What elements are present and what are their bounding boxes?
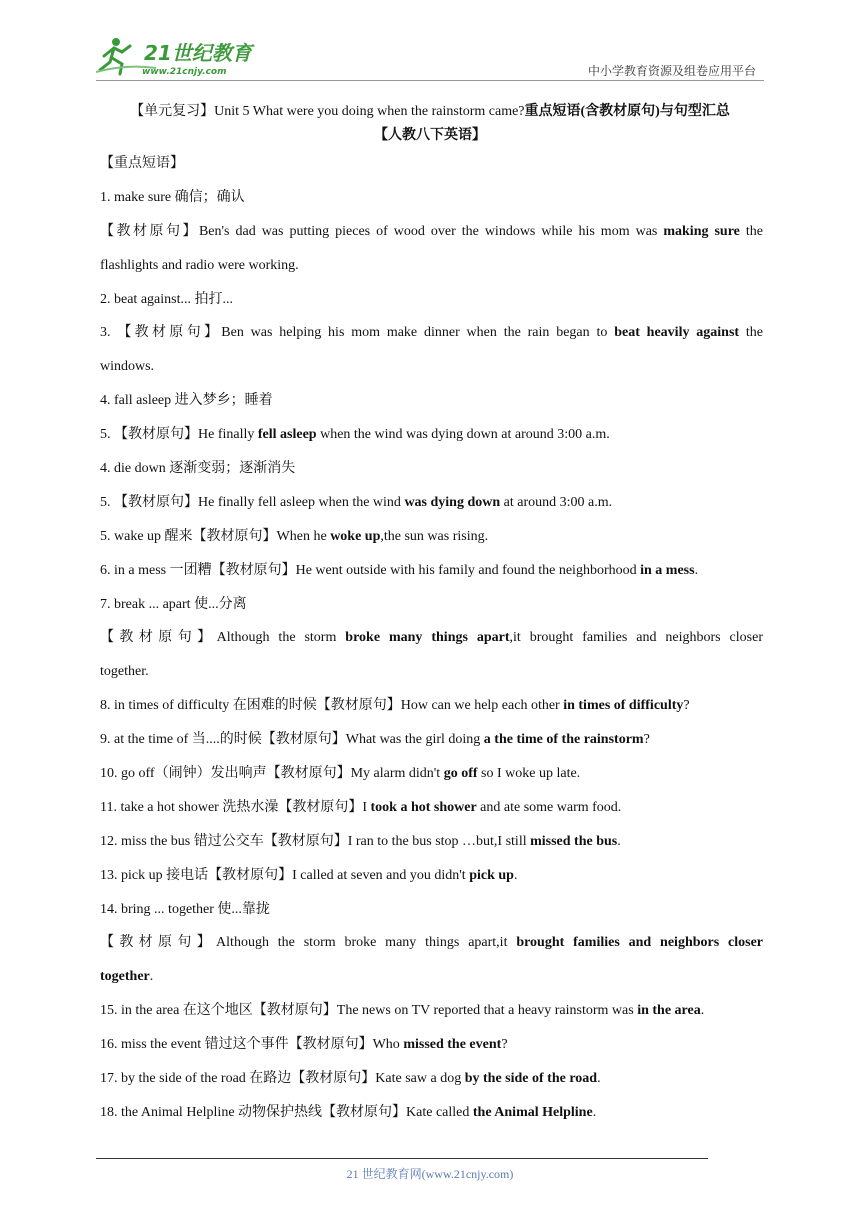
line-tail: .: [149, 969, 154, 985]
section-heading: 【重点短语】: [100, 156, 184, 171]
line-text: 17. by the side of the road 在路边【教材原句】Kate saw a dog: [100, 1071, 465, 1087]
line-tail: the: [739, 223, 763, 239]
phrase-line: [100, 486, 763, 520]
line-text: 4. fall asleep 进入梦乡；睡着: [100, 393, 273, 409]
line-bold: the Animal Helpline: [472, 1104, 593, 1120]
page-header: [96, 34, 764, 80]
phrase-line: [100, 215, 763, 249]
phrase-line: [100, 588, 763, 622]
line-bold: making sure: [663, 223, 740, 239]
line-text: windows.: [100, 359, 155, 375]
title-line2: 【人教八下英语】: [374, 128, 486, 143]
line-bold: in a mess: [640, 562, 695, 578]
platform-name: 中小学教育资源及组卷应用平台: [587, 64, 756, 78]
phrase-line: [100, 859, 763, 893]
line-bold: took a hot shower: [370, 799, 477, 815]
line-text: 8. in times of difficulty 在困难的时候【教材原句】How can we help each other: [100, 698, 564, 714]
line-tail: the: [739, 325, 763, 341]
phrase-line: [100, 554, 763, 588]
phrase-line: [100, 1096, 763, 1130]
line-text: 【教材原句】Although the storm broke many things apart,it: [100, 935, 517, 951]
line-text: 3. 【教材原句】Ben was helping his mom make dinner when the rain began to: [100, 325, 615, 341]
phrase-line: [100, 825, 763, 859]
phrase-line: [100, 1062, 763, 1096]
phrase-line: [100, 452, 763, 486]
line-text: 【教材原句】Although the storm: [100, 630, 346, 646]
line-bold: in the area: [637, 1003, 701, 1019]
footer-text: 21 世纪教育网(www.21cnjy.com): [346, 1167, 514, 1181]
line-tail: so I woke up late.: [477, 766, 581, 782]
line-bold: missed the bus: [530, 833, 618, 849]
line-tail: ,the sun was rising.: [380, 528, 489, 544]
line-bold: broke many things apart: [345, 630, 510, 646]
phrase-line: [100, 960, 763, 994]
phrase-line: [100, 283, 763, 317]
line-text: 10. go off（闹钟）发出响声【教材原句】My alarm didn't: [100, 766, 444, 782]
title-bold: 重点短语(含教材原句)与句型汇总: [524, 104, 730, 119]
line-tail: ,it brought families and neighbors closer: [509, 630, 763, 646]
line-tail: ?: [683, 698, 690, 714]
line-text: flashlights and radio were working.: [100, 257, 299, 273]
header-divider: [96, 80, 764, 81]
line-text: 18. the Animal Helpline 动物保护热线【教材原句】Kate called: [100, 1104, 473, 1120]
phrase-line: [100, 1028, 763, 1062]
line-text: 12. miss the bus 错过公交车【教材原句】I ran to the bus stop …but,I still: [100, 833, 531, 849]
phrase-line: [100, 723, 763, 757]
phrase-line: [100, 926, 763, 960]
line-bold: missed the event: [403, 1037, 502, 1053]
line-bold: was dying down: [404, 494, 501, 510]
line-text: 2. beat against... 拍打...: [100, 291, 233, 307]
logo-text: 21世纪教育: [144, 41, 252, 65]
line-text: 13. pick up 接电话【教材原句】I called at seven and you didn't: [100, 867, 470, 883]
line-bold: woke up: [330, 528, 381, 544]
line-tail: .: [700, 1003, 705, 1019]
line-tail: .: [617, 833, 621, 849]
line-bold: go off: [443, 766, 478, 782]
document-title: [96, 100, 764, 148]
line-bold: together: [100, 969, 150, 985]
phrase-line: [100, 316, 763, 350]
line-bold: brought families and neighbors closer: [516, 935, 763, 951]
line-text: 16. miss the event 错过这个事件【教材原句】Who: [100, 1037, 404, 1053]
phrase-line: [100, 655, 763, 689]
phrase-line: [100, 181, 763, 215]
line-bold: in times of difficulty: [563, 698, 684, 714]
logo: [96, 34, 266, 78]
line-bold: beat heavily against: [614, 325, 740, 341]
phrase-list: [100, 147, 763, 1130]
line-text: 5. wake up 醒来【教材原句】When he: [100, 528, 331, 544]
line-text: 6. in a mess 一团糟【教材原句】He went outside with his family and found the neighborhood: [100, 562, 641, 578]
phrase-line: [100, 520, 763, 554]
phrase-line: [100, 384, 763, 418]
line-text: together.: [100, 664, 149, 680]
line-tail: .: [597, 1071, 601, 1087]
phrase-line: [100, 350, 763, 384]
line-bold: a the time of the rainstorm: [483, 732, 644, 748]
line-text: 5. 【教材原句】He finally fell asleep when the wind: [100, 494, 405, 510]
phrase-line: [100, 994, 763, 1028]
line-tail: ?: [643, 732, 650, 748]
line-tail: .: [513, 867, 518, 883]
line-text: 1. make sure 确信；确认: [100, 189, 245, 205]
phrase-line: [100, 249, 763, 283]
line-tail: .: [694, 562, 699, 578]
phrase-line: [100, 757, 763, 791]
line-text: 14. bring ... together 使...靠拢: [100, 901, 270, 917]
footer-divider: [96, 1158, 708, 1159]
line-bold: fell asleep: [257, 427, 317, 443]
phrase-line: [100, 689, 763, 723]
phrase-line: [100, 418, 763, 452]
line-tail: and ate some warm food.: [476, 799, 622, 815]
line-text: 9. at the time of 当....的时候【教材原句】What was the girl doing: [100, 732, 484, 748]
line-tail: when the wind was dying down at around 3:00 a.m.: [316, 427, 610, 443]
line-tail: ?: [501, 1037, 508, 1053]
line-bold: by the side of the road: [464, 1071, 598, 1087]
line-text: 7. break ... apart 使...分离: [100, 596, 247, 612]
phrase-line: [100, 893, 763, 927]
line-tail: at around 3:00 a.m.: [500, 494, 613, 510]
phrase-line: [100, 791, 763, 825]
line-text: 11. take a hot shower 洗热水澡【教材原句】I: [100, 799, 371, 815]
line-tail: .: [592, 1104, 597, 1120]
line-bold: pick up: [469, 867, 514, 883]
line-text: 15. in the area 在这个地区【教材原句】The news on TV reported that a heavy rainstorm was: [100, 1003, 638, 1019]
logo-url: www.21cnjy.com: [142, 67, 227, 77]
line-text: 4. die down 逐渐变弱；逐渐消失: [100, 461, 296, 477]
line-text: 【教材原句】Ben's dad was putting pieces of wood over the windows while his mom was: [100, 223, 664, 239]
title-prefix: 【单元复习】Unit 5 What were you doing when the rainstorm came?: [130, 104, 525, 119]
phrase-line: [100, 621, 763, 655]
line-text: 5. 【教材原句】He finally: [100, 427, 258, 443]
